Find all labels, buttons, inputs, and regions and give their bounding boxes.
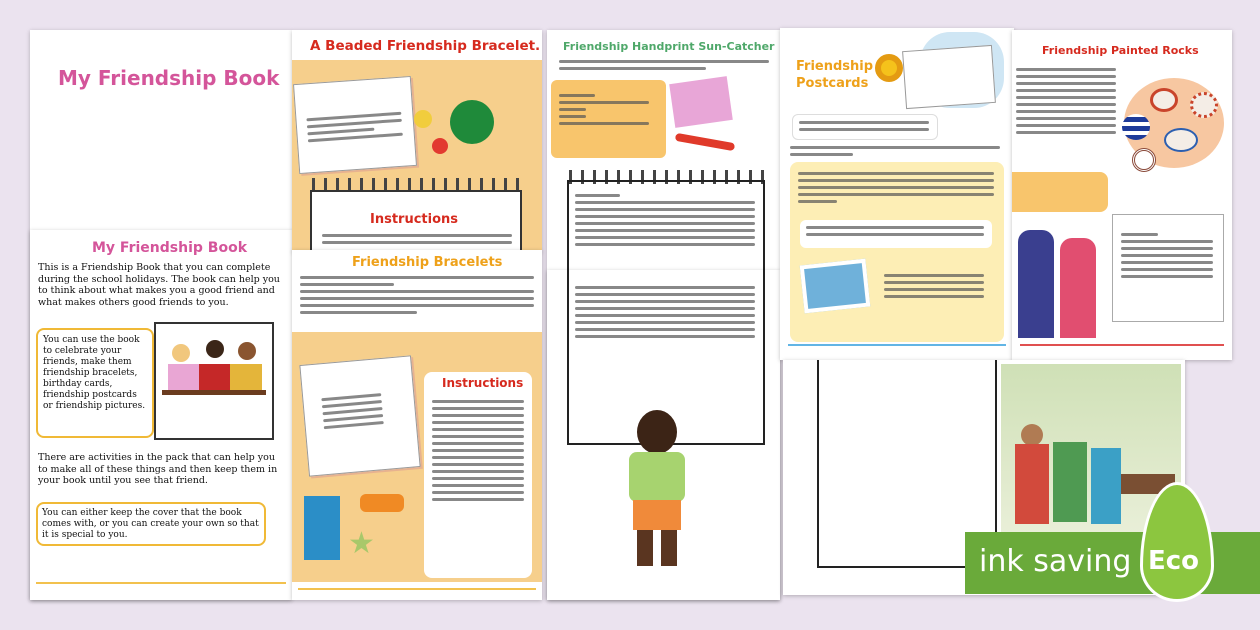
postcards-title-line1: Friendship xyxy=(796,59,874,74)
bracelets-title: Friendship Bracelets xyxy=(352,255,503,270)
eco-label: Eco xyxy=(1148,546,1200,576)
bracelets-instructions-heading: Instructions xyxy=(442,376,524,390)
rock-icon xyxy=(1190,92,1218,118)
painted-rocks-page xyxy=(1012,30,1232,360)
intro-title: My Friendship Book xyxy=(92,240,247,256)
boy-illustration xyxy=(637,410,677,454)
intro-paragraph: This is a Friendship Book that you can complete during the school holidays. The book can help you to think about what makes you a good friend and what makes others good friends to you. xyxy=(38,262,280,308)
intro-box-1: You can use the book to celebrate your friends, make them friendship bracelets, birthday cards, friendship postcards or friendship pictures. xyxy=(43,335,146,411)
intro-box-2: You can either keep the cover that the book comes with, or you can create your own so that it is special to you. xyxy=(42,508,259,540)
sun-catcher-page-2 xyxy=(547,270,780,600)
tissue-paper-icon xyxy=(669,76,733,128)
ink-saving-badge xyxy=(965,532,1260,594)
friendship-bracelets-page xyxy=(292,250,542,600)
scissors-icon xyxy=(675,133,735,151)
rock-icon xyxy=(1164,128,1198,152)
rocks-title: Friendship Painted Rocks xyxy=(1042,44,1199,57)
beaded-title: A Beaded Friendship Bracelet. xyxy=(310,38,541,54)
children-photo xyxy=(154,322,274,440)
postcards-title xyxy=(796,58,873,92)
star-icon: ★ xyxy=(348,526,375,561)
beaded-instructions-heading: Instructions xyxy=(370,212,459,227)
rock-icon xyxy=(1150,88,1178,112)
suncatcher-title: Friendship Handprint Sun-Catcher xyxy=(563,40,775,53)
girl-illustration xyxy=(1018,230,1054,338)
rock-icon xyxy=(1132,148,1156,172)
girl-illustration xyxy=(1060,238,1096,338)
cover-title: My Friendship Book xyxy=(58,66,280,90)
rock-icon xyxy=(1122,114,1150,140)
photo-icon xyxy=(800,259,871,314)
intro-page xyxy=(30,230,292,600)
sunflower-icon xyxy=(875,54,903,82)
beaded-bracelet-page xyxy=(292,30,542,252)
pencils-icon xyxy=(304,496,340,560)
intro-paragraph-2: There are activities in the pack that can help you to make all of these things and then keep them in your book until you see that friend. xyxy=(38,452,278,486)
postcard-icon xyxy=(902,45,996,109)
postcards-title-line2: Postcards xyxy=(796,76,869,91)
yarn-icon xyxy=(450,100,494,144)
postcards-page xyxy=(780,28,1014,360)
stapler-icon xyxy=(360,494,404,512)
ink-saving-label: ink saving xyxy=(979,544,1132,579)
